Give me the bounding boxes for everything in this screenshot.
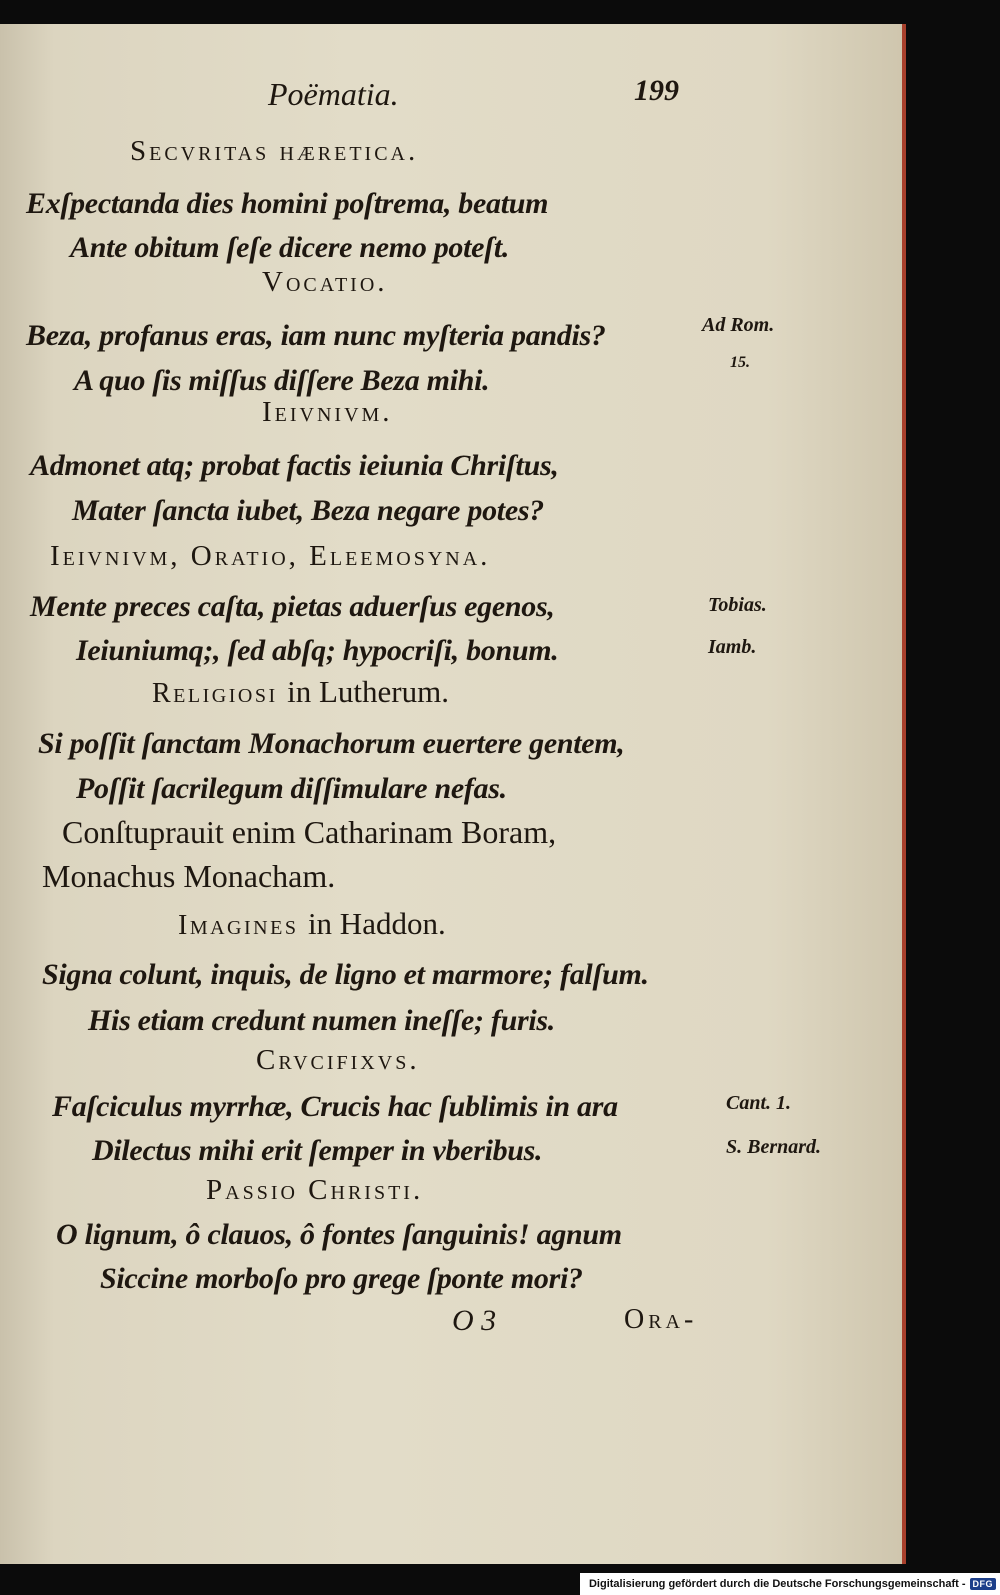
marginal-note: S. Bernard.: [726, 1136, 822, 1158]
marginal-note: Cant. 1.: [726, 1092, 792, 1114]
heading-rest: in Lutherum.: [287, 674, 449, 709]
footer-text: Digitalisierung gefördert durch die Deutsche Forschungsgemeinschaft -: [588, 1578, 966, 1590]
verse-line: Exſpectanda dies homini poſtrema, beatum: [26, 187, 549, 220]
section-heading: Ieivnivm.: [262, 396, 393, 428]
heading-caps: Religiosi: [152, 678, 278, 709]
verse-line: Poſſit ſacrilegum diſſimulare nefas.: [76, 772, 507, 805]
verse-line: Ante obitum ſeſe dicere nemo poteſt.: [70, 231, 510, 264]
heading-caps: Imagines: [178, 910, 299, 941]
verse-line: Siccine morboſo pro grege ſponte mori?: [100, 1262, 583, 1295]
marginal-note: Tobias.: [708, 594, 767, 616]
section-heading: Crvcifixvs.: [256, 1044, 420, 1076]
prose-line: Conſtuprauit enim Catharinam Boram,: [62, 814, 557, 850]
section-heading: Secvritas hæretica.: [130, 135, 419, 167]
verse-line: His etiam credunt numen ineſſe; furis.: [88, 1004, 555, 1037]
catchword: Ora-: [624, 1304, 698, 1335]
running-head-title: Poëmatia.: [268, 76, 399, 112]
verse-line: A quo ſis miſſus diſſere Beza mihi.: [74, 364, 490, 397]
verse-line: Mente preces caſta, pietas aduerſus egenos,: [30, 590, 555, 623]
verse-line: Faſciculus myrrhæ, Crucis hac ſublimis in ara: [52, 1090, 618, 1123]
section-heading: [152, 676, 449, 708]
section-heading: [178, 908, 446, 940]
verse-line: Signa colunt, inquis, de ligno et marmore; falſum.: [42, 958, 649, 991]
signature-mark: O 3: [452, 1304, 497, 1337]
verse-line: Beza, profanus eras, iam nunc myſteria pandis?: [26, 319, 606, 352]
section-heading: Ieivnivm, Oratio, Eleemosyna.: [50, 540, 491, 572]
book-page: [0, 24, 906, 1564]
verse-line: Admonet atq; probat factis ieiunia Chriſtus,: [30, 449, 559, 482]
marginal-note: 15.: [730, 354, 750, 371]
heading-rest: in Haddon.: [307, 906, 446, 941]
verse-line: Mater ſancta iubet, Beza negare potes?: [72, 494, 544, 527]
section-heading: Passio Christi.: [206, 1174, 424, 1206]
verse-line: Si poſſit ſanctam Monachorum euertere gentem,: [38, 727, 625, 760]
marginal-note: Iamb.: [708, 636, 757, 658]
prose-line: Monachus Monacham.: [42, 858, 336, 894]
verse-line: Dilectus mihi erit ſemper in vberibus.: [92, 1134, 543, 1167]
verse-line: O lignum, ô clauos, ô fontes ſanguinis! agnum: [56, 1218, 622, 1251]
page-number: 199: [634, 74, 679, 107]
verse-line: Ieiuniumq;, ſed abſq; hypocriſi, bonum.: [76, 634, 559, 667]
section-heading: Vocatio.: [262, 266, 388, 298]
marginal-note: Ad Rom.: [702, 314, 775, 336]
dfg-logo: DFG: [970, 1578, 997, 1590]
digitization-footer: [580, 1573, 1000, 1595]
